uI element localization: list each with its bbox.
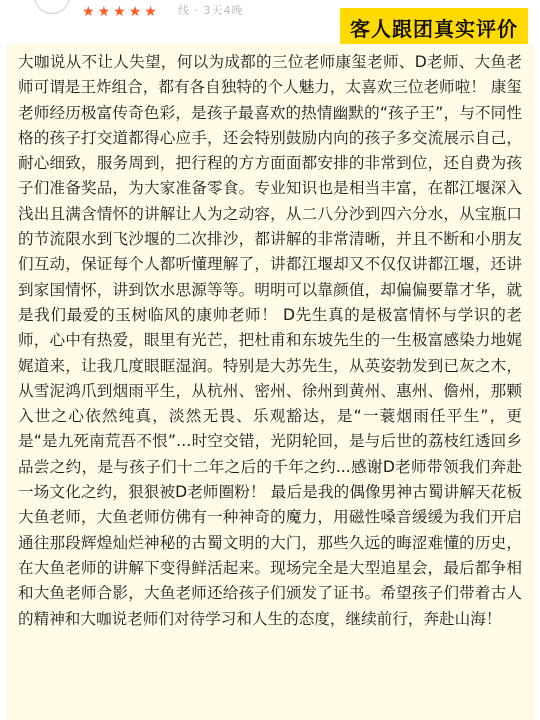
- title-banner: [340, 8, 528, 46]
- star-icon: ★: [113, 4, 126, 20]
- trip-meta: 线 · 3天4晚: [178, 4, 244, 17]
- star-icon: ★: [144, 4, 157, 20]
- banner-title: 客人跟团真实评价: [350, 16, 518, 41]
- star-rating: [82, 4, 157, 20]
- star-icon: ★: [97, 4, 111, 20]
- review-text: 大咖说从不让人失望，何以为成都的三位老师康玺老师、D老师、大鱼老师可谓是王炸组合，都有各自独特的个人魅力，太喜欢三位老师啦！ 康玺老师经历极富传奇色彩，是孩子最喜欢的热情幽默的“孩子王”，与不同性格的孩子打交道都得心应手，还会特别鼓励内向的孩子多交流展示自己，耐心细致，服务周到，把行程的方方面面都安排的非常到位，还自费为孩子们准备奖品，为大家准备零食。专业知识也是相当丰富，在都江堰深入浅出且满含情怀的讲解让人为之动容，从二八分沙到四六分水，从宝瓶口的节流限水到飞沙堰的二次排沙，都讲解的非常清晰，并且不断和小朋友们互动，保证每个人都听懂理解了，讲都江堰却又不仅仅讲都江堰，还讲到家国情怀，讲到饮水思源等等。明明可以靠颜值，却偏偏要靠才华，就是我们最爱的玉树临风的康帅老师！ D先生真的是极富情怀与学识的老师，心中有热爱，眼里有光芒，把杜甫和东坡先生的一生极富感染力地娓娓道来，让我几度眼眶湿润。特别是大苏先生，从英姿勃发到已灰之木，从雪泥鸿爪到烟雨平生，从杭州、密州、徐州到黄州、惠州、儋州，那颗入世之心依然纯真，淡然无畏、乐观豁达，是“一蓑烟雨任平生”，更是“是九死南荒吾不恨”…时空交错，光阴轮回，是与后世的荔枝红透回乡品尝之约，是与孩子们十二年之后的千年之约...感谢D老师带领我们奔赴一场文化之约，狠狠被D老师圈粉！ 最后是我的偶像男神古蜀讲解天花板大鱼老师，大鱼老师仿佛有一种神奇的魔力，用磁性嗓音缓缓为我们开启通往那段辉煌灿烂神秘的古蜀文明的大门，那些久远的晦涩难懂的历史，在大鱼老师的讲解下变得鲜活起来。现场完全是大型追星会，最后都争相和大鱼老师合影，大鱼老师还给孩子们颁发了证书。希望孩子们带着古人的精神和大咖说老师们对待学习和人生的态度，继续前行，奔赴山海！: [18, 53, 522, 628]
- star-icon: ★: [82, 4, 95, 20]
- avatar[interactable]: [34, 0, 70, 14]
- star-icon: ★: [128, 4, 142, 20]
